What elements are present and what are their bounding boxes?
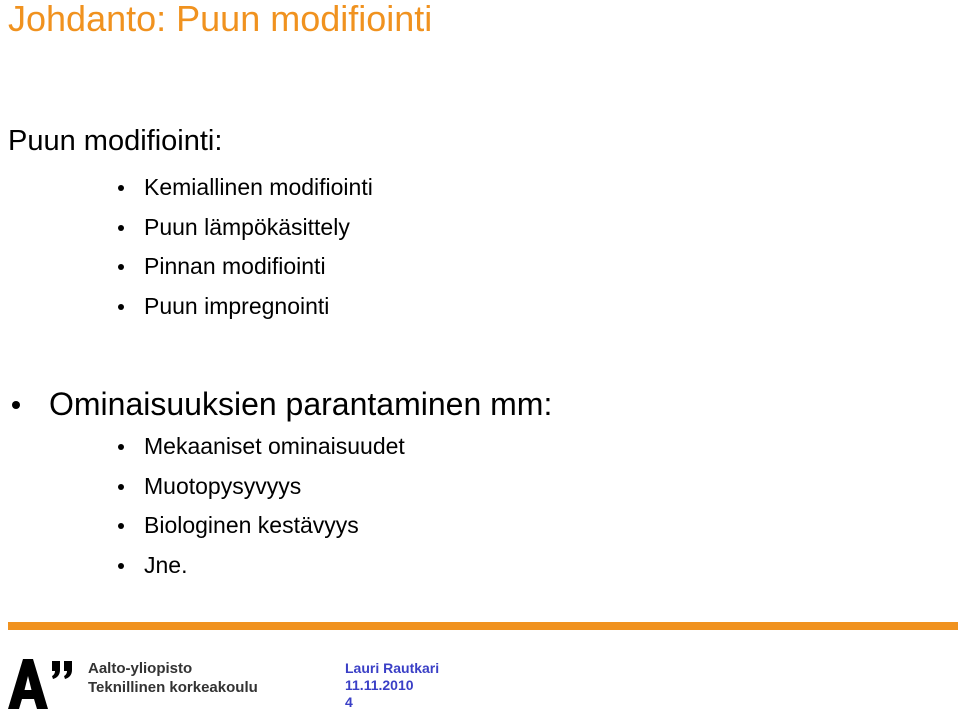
page-number: 4 — [345, 694, 353, 710]
footer-info — [345, 660, 439, 711]
list-item — [144, 427, 405, 467]
list-item-text: Muotopysyvyys — [144, 472, 302, 499]
bullet-icon — [118, 185, 124, 191]
improvements-list — [144, 427, 405, 585]
bullet-icon — [118, 523, 124, 529]
bullet-icon — [118, 484, 124, 490]
list-item — [144, 287, 373, 327]
logo-university-name: Aalto-yliopisto — [88, 660, 193, 677]
section-heading-improvements — [49, 384, 552, 424]
logo-school-name: Teknillinen korkeakoulu — [88, 679, 258, 696]
list-item — [144, 208, 373, 248]
list-item — [144, 168, 373, 208]
list-item-text: Kemiallinen modifiointi — [144, 174, 373, 200]
bullet-icon — [118, 264, 124, 270]
bullet-icon — [118, 225, 124, 231]
slide-title: Johdanto: Puun modifiointi — [8, 0, 433, 39]
list-item — [144, 546, 405, 586]
list-item-text: Mekaaniset ominaisuudet — [144, 433, 405, 459]
list-item-text: Jne. — [144, 551, 188, 578]
footer-divider — [8, 622, 958, 630]
bullet-icon — [118, 444, 124, 450]
footer-author: Lauri Rautkari — [345, 660, 440, 676]
logo-wordmark — [88, 659, 258, 697]
bullet-icon — [118, 563, 124, 569]
modification-list — [144, 168, 373, 326]
aalto-logo-icon — [8, 657, 74, 709]
footer-date: 11.11.2010 — [345, 677, 414, 693]
list-item-text: Puun lämpökäsittely — [144, 213, 350, 240]
list-item-text: Puun impregnointi — [144, 292, 330, 319]
list-item-text: Pinnan modifiointi — [144, 253, 326, 279]
list-item — [144, 247, 373, 287]
bullet-icon — [118, 304, 124, 310]
section-heading-modification: Puun modifiointi: — [8, 125, 223, 157]
bullet-icon — [12, 401, 20, 409]
list-item — [144, 506, 405, 546]
list-item — [144, 467, 405, 507]
section-heading-text: Ominaisuuksien parantaminen mm: — [49, 386, 553, 422]
list-item-text: Biologinen kestävyys — [144, 512, 359, 538]
